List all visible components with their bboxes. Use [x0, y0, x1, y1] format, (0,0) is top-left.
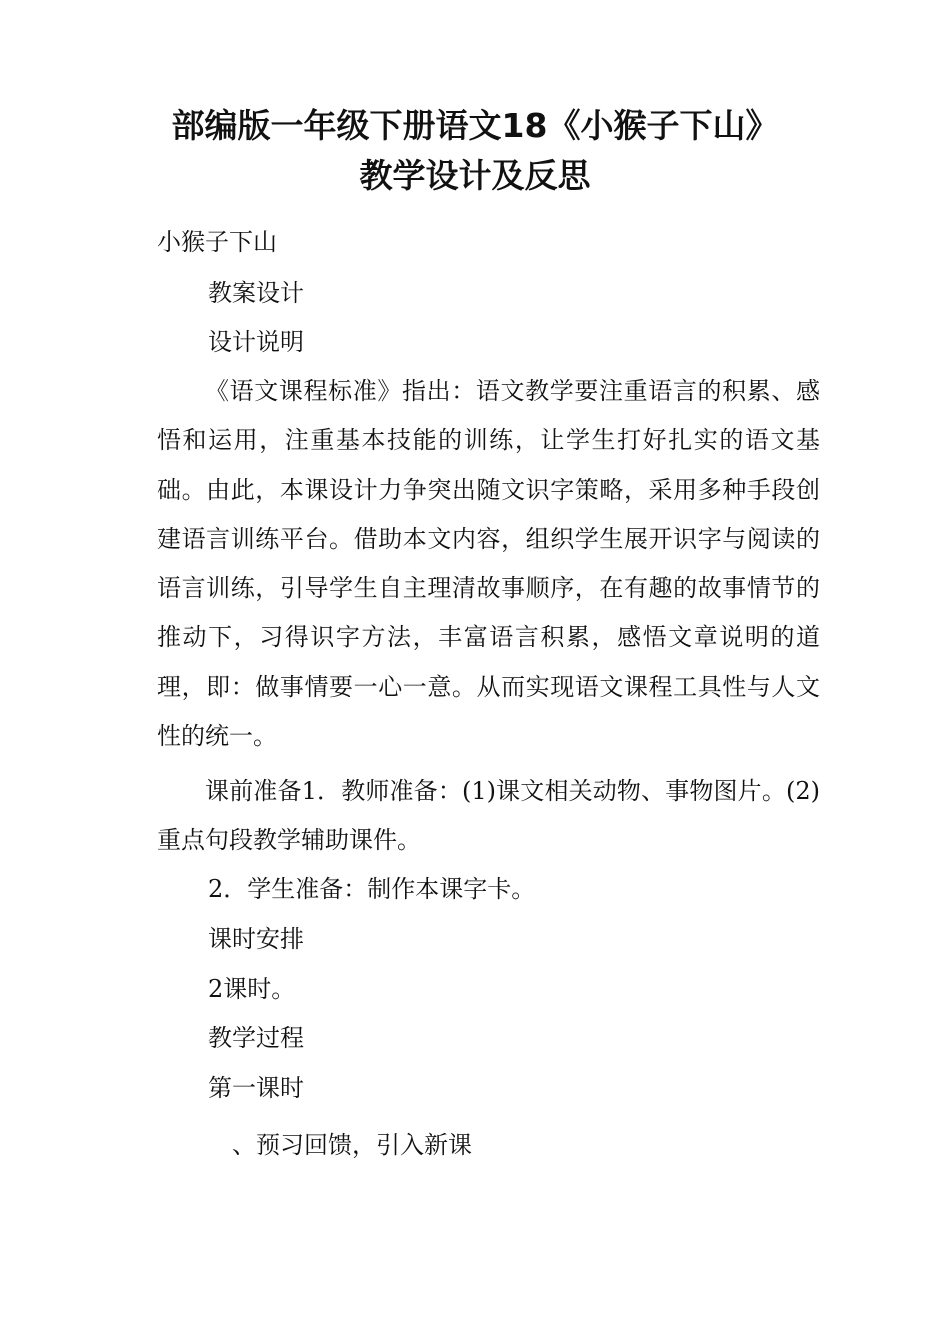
plan-design-heading: 教案设计	[208, 279, 304, 307]
design-note-heading: 设计说明	[208, 328, 304, 356]
lesson-name: 小猴子下山	[157, 228, 277, 256]
first-lesson-heading: 第一课时	[208, 1074, 304, 1102]
process-heading: 教学过程	[208, 1024, 304, 1052]
preparation-paragraph: 课前准备1．教师准备：(1)课文相关动物、事物图片。(2)重点句段教学辅助课件。	[157, 777, 820, 855]
schedule-heading: 课时安排	[208, 925, 304, 953]
section-one-heading: 、预习回馈，引入新课	[232, 1131, 472, 1159]
schedule-value: 2课时。	[208, 975, 296, 1003]
document-title-line-1: 部编版一年级下册语文18《小猴子下山》	[171, 106, 779, 145]
student-preparation: 2．学生准备：制作本课字卡。	[208, 875, 536, 903]
design-note-paragraph: 《语文课程标准》指出：语文教学要注重语言的积累、感悟和运用，注重基本技能的训练，让学生打好扎实的语文基础。由此，本课设计力争突出随文识字策略，采用多种手段创建语言训练平台。借助本文内容，组织学生展开识字与阅读的语言训练，引导学生自主理清故事顺序，在有趣的故事情节的推动下，习得识字方法，丰富语言积累，感悟文章说明的道理，即：做事情要一心一意。从而实现语文课程工具性与人文性的统一。	[157, 377, 820, 751]
document-title-line-2: 教学设计及反思	[359, 156, 591, 195]
